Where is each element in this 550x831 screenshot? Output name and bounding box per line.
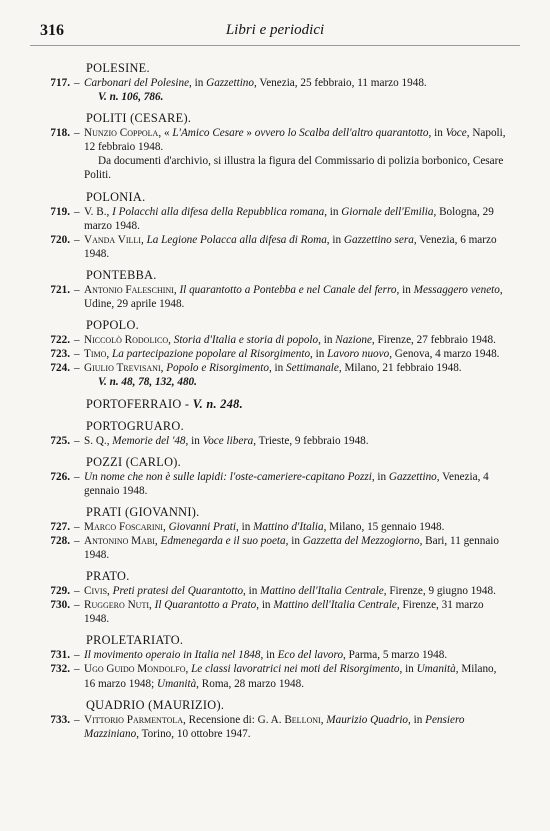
running-title: Libri e periodici — [225, 22, 325, 38]
entry-title: I Polacchi alla difesa della Repubblica romana — [112, 205, 325, 218]
entry-text: , in — [318, 334, 336, 347]
entry-text: , — [320, 713, 327, 726]
section-heading: PRATO. — [86, 569, 130, 584]
entry-title: La Legione Polacca alla difesa di Roma — [146, 233, 327, 246]
dash-separator: – — [74, 205, 80, 218]
entry-text: , — [149, 599, 155, 612]
author-name: Timo — [84, 348, 107, 361]
section-heading: PROLETARIATO. — [86, 633, 184, 648]
entry-title: Le classi lavoratrici nei moti del Risorgimento — [191, 663, 400, 676]
entry-text: , Genova, 4 marzo 1948. — [389, 348, 500, 361]
journal-name: Gazzetta del Mezzogiorno — [302, 534, 420, 547]
section-heading: POZZI (CARLO). — [86, 454, 182, 469]
journal-name: Eco del lavoro — [277, 649, 344, 662]
entry-body — [84, 662, 508, 690]
entry-title: Storia d'Italia e storia di popolo — [173, 334, 319, 347]
entry-number: 730. — [50, 599, 70, 612]
entry-body — [84, 333, 508, 347]
author-name: Vittorio Parmentola — [84, 713, 184, 726]
author-name: Ugo Guido Mondolfo — [84, 663, 186, 676]
entry-title: Il Quarantotto a Prato — [154, 599, 257, 612]
entry-text: , — [160, 362, 167, 375]
entry-title: Memorie del '48 — [112, 434, 186, 447]
journal-name: Gazzettino sera — [343, 233, 414, 246]
section-heading: QUADRIO (MAURIZIO). — [86, 697, 225, 712]
entry-text: , in — [428, 127, 446, 140]
entry-text: , in — [326, 233, 344, 246]
dash-separator: – — [74, 649, 80, 662]
entry-number: 718. — [50, 127, 70, 140]
entry-note: Da documenti d'archivio, si illustra la figura del Commissario di polizia borbonico, Cesare Politi. — [84, 155, 504, 182]
bibliography-entry — [36, 233, 516, 261]
entry-text: , — [173, 283, 180, 296]
entry-text: , Trieste, 9 febbraio 1948. — [253, 434, 369, 447]
entry-title: Il movimento operaio in Italia nel 1848 — [84, 649, 261, 662]
entry-title: Popolo e Risorgimento — [166, 362, 269, 375]
entry-number: 726. — [50, 470, 70, 483]
entry-text: , in — [285, 534, 303, 547]
entry-text: , Venezia, 4 gennaio 1948. — [84, 470, 489, 497]
entry-number: 727. — [50, 520, 70, 533]
entry-text: , in — [324, 205, 342, 218]
entry-body — [84, 434, 508, 448]
entry-title: Preti pratesi del Quarantotto — [112, 585, 244, 598]
entry-text: , Udine, 29 aprile 1948. — [84, 283, 503, 311]
author-name: Marco Foscarini — [84, 520, 163, 533]
entry-text: , in — [371, 470, 389, 483]
bibliography-entry — [36, 76, 516, 104]
entry-title: Il quarantotto a Pontebba e nel Canale del ferro — [179, 283, 397, 296]
author-name: Civis — [84, 585, 108, 598]
bibliography-list — [36, 61, 516, 741]
entry-body — [84, 76, 508, 90]
entry-number: 729. — [50, 585, 70, 598]
author-name: Vanda Villi — [84, 233, 141, 246]
dash-separator: – — [74, 585, 80, 598]
entry-text: , in — [268, 362, 287, 375]
entry-text: , Bari, 11 gennaio 1948. — [84, 534, 499, 561]
entry-title: Edmenegarda e il suo poeta — [160, 534, 286, 547]
bibliography-entry — [36, 598, 516, 626]
entry-body — [84, 713, 508, 741]
cross-reference: V. n. 106, 786. — [98, 91, 164, 104]
entry-body — [84, 534, 508, 562]
entry-text: , in — [236, 520, 254, 533]
section-heading: POLONIA. — [86, 189, 146, 204]
section-heading: PONTEBBA. — [86, 267, 157, 282]
section-heading: POLESINE. — [86, 61, 150, 75]
entry-body — [84, 233, 508, 261]
entry-number: 721. — [50, 283, 70, 296]
entry-number: 725. — [50, 434, 70, 447]
entry-text: , — [106, 348, 112, 361]
entry-title: Giovanni Prati — [168, 520, 237, 533]
bibliography-entry — [36, 283, 516, 311]
journal-name: Mattino dell'Italia Centrale — [273, 599, 397, 612]
entry-title: Maurizio Quadrio — [326, 713, 409, 726]
entry-text: , Napoli, 12 febbraio 1948. — [84, 127, 506, 154]
entry-body — [84, 283, 508, 311]
bibliography-entry — [36, 126, 516, 182]
section-heading: PORTOGRUARO. — [86, 418, 184, 433]
entry-text: V. B., — [84, 205, 113, 218]
section-heading: POPOLO. — [86, 318, 140, 333]
entry-text: , in — [189, 77, 207, 89]
dash-separator: – — [74, 470, 80, 483]
entry-body — [84, 584, 508, 598]
entry-text: , « — [158, 127, 173, 140]
entry-title: Carbonari del Polesine — [84, 77, 190, 89]
journal-name: Voce — [445, 127, 467, 140]
entry-body — [84, 347, 508, 361]
entry-text: , — [162, 520, 169, 533]
entry-number: 723. — [50, 348, 70, 361]
author-name: Nunzio Coppola — [84, 127, 159, 140]
dash-separator: – — [74, 713, 80, 726]
author-name: G. A. Belloni — [257, 713, 321, 726]
entry-body — [84, 520, 508, 534]
entry-title: Un nome che non è sulle lapidi: l'oste-cameriere-capitano Pozzi — [84, 470, 372, 483]
bibliography-entry — [36, 347, 516, 361]
bibliography-entry — [36, 648, 516, 662]
entry-text: , in — [260, 649, 278, 662]
dash-separator: – — [74, 233, 80, 246]
section-heading: POLITI (CESARE). — [86, 111, 192, 126]
dash-separator: – — [74, 599, 80, 612]
entry-text: , in — [243, 585, 261, 598]
entry-text: , — [107, 585, 113, 598]
entry-text: » — [243, 127, 255, 140]
entry-body — [84, 126, 508, 154]
entry-text: , in — [256, 599, 274, 612]
bibliography-entry — [36, 434, 516, 448]
header-rule — [30, 45, 520, 46]
entry-text: S. Q., — [84, 434, 113, 447]
entry-text: , — [140, 233, 147, 246]
entry-text: , Milano, 15 gennaio 1948. — [323, 520, 445, 533]
section-heading: PRATI (GIOVANNI). — [86, 504, 200, 519]
journal-name: Lavoro nuovo — [327, 348, 390, 361]
page-header — [40, 22, 510, 42]
entry-body — [84, 598, 508, 626]
entry-text: , — [185, 663, 192, 676]
author-name: Giulio Trevisani — [84, 362, 161, 375]
entry-text: , Venezia, 25 febbraio, 11 marzo 1948. — [253, 77, 427, 89]
entry-text: , Firenze, 9 giugno 1948. — [383, 585, 496, 598]
bibliography-entry — [36, 662, 516, 690]
journal-name: Settimanale — [286, 362, 339, 375]
entry-text: , Recensione di: — [183, 713, 258, 726]
entry-text: , — [168, 334, 174, 347]
entry-number: 717. — [50, 77, 70, 89]
entry-text: , Torino, 10 ottobre 1947. — [136, 727, 251, 740]
dash-separator: – — [74, 334, 80, 347]
dash-separator: – — [74, 77, 80, 89]
entry-text: , in — [408, 713, 426, 726]
dash-separator: – — [74, 348, 80, 361]
entry-title: ovvero lo Scalba dell'altro quarantotto — [254, 127, 429, 140]
entry-title: La partecipazione popolare al Risorgimento — [111, 348, 311, 361]
dash-separator: – — [74, 127, 80, 140]
entry-number: 719. — [50, 205, 70, 218]
entry-text: , Bologna, 29 marzo 1948. — [84, 205, 494, 232]
bibliography-entry — [36, 584, 516, 598]
cross-reference: V. n. 248. — [192, 396, 243, 411]
journal-name: Umanità — [157, 677, 197, 690]
entry-text: , in — [396, 283, 414, 296]
journal-name: Nazione — [335, 334, 372, 347]
journal-name: Giornale dell'Emilia — [341, 205, 434, 218]
journal-name: Mattino d'Italia — [253, 520, 324, 533]
entry-text: , Venezia, 6 marzo 1948. — [84, 233, 497, 260]
bibliography-entry — [36, 361, 516, 389]
dash-separator: – — [74, 663, 80, 676]
journal-name: Umanità — [416, 663, 456, 676]
entry-text: , Firenze, 31 marzo 1948. — [84, 599, 484, 626]
entry-text: , Firenze, 27 febbraio 1948. — [371, 334, 496, 347]
journal-name: Gazzettino — [388, 470, 437, 483]
entry-number: 724. — [50, 362, 70, 375]
entry-body — [84, 361, 508, 375]
entry-text: , Milano, 16 marzo 1948; — [84, 663, 497, 690]
dash-separator: – — [74, 520, 80, 533]
journal-name: Messaggero veneto — [413, 283, 500, 296]
entry-text: , Parma, 5 marzo 1948. — [343, 649, 448, 662]
author-name: Antonio Faleschini — [84, 283, 174, 296]
entry-number: 720. — [50, 233, 70, 246]
dash-separator: – — [74, 283, 80, 296]
cross-reference: V. n. 48, 78, 132, 480. — [98, 376, 197, 389]
entry-title: L'Amico Cesare — [172, 127, 244, 140]
dash-separator: – — [74, 534, 80, 547]
bibliography-entry — [36, 713, 516, 741]
section-heading: PORTOFERRAIO - V. n. 248. — [86, 396, 243, 411]
dash-separator: – — [74, 362, 80, 375]
journal-name: Gazzettino — [206, 77, 254, 89]
entry-text: , Milano, 21 febbraio 1948. — [338, 362, 462, 375]
bibliography-entry — [36, 534, 516, 562]
entry-body — [84, 205, 508, 233]
dash-separator: – — [74, 434, 80, 447]
entry-number: 722. — [50, 334, 70, 347]
entry-number: 732. — [50, 663, 70, 676]
author-name: Niccolò Rodolico — [84, 334, 169, 347]
entry-number: 728. — [50, 534, 70, 547]
entry-number: 733. — [50, 713, 70, 726]
page-number: 316 — [40, 22, 64, 39]
author-name: Antonino Mabi — [84, 534, 155, 547]
bibliography-entry — [36, 333, 516, 347]
journal-name: Pensiero Mazziniano — [84, 713, 465, 740]
entry-text: , Roma, 28 marzo 1948. — [196, 677, 304, 690]
entry-text: , in — [310, 348, 328, 361]
bibliography-entry — [36, 470, 516, 498]
entry-number: 731. — [50, 649, 70, 662]
bibliography-entry — [36, 520, 516, 534]
journal-name: Mattino dell'Italia Centrale — [260, 585, 384, 598]
entry-body — [84, 470, 508, 498]
journal-name: Voce libera — [202, 434, 254, 447]
bibliography-entry — [36, 205, 516, 233]
author-name: Ruggero Nuti — [84, 599, 149, 612]
entry-text: , in — [399, 663, 417, 676]
entry-body — [84, 648, 508, 662]
entry-text: , — [154, 534, 161, 547]
entry-text: , in — [185, 434, 203, 447]
